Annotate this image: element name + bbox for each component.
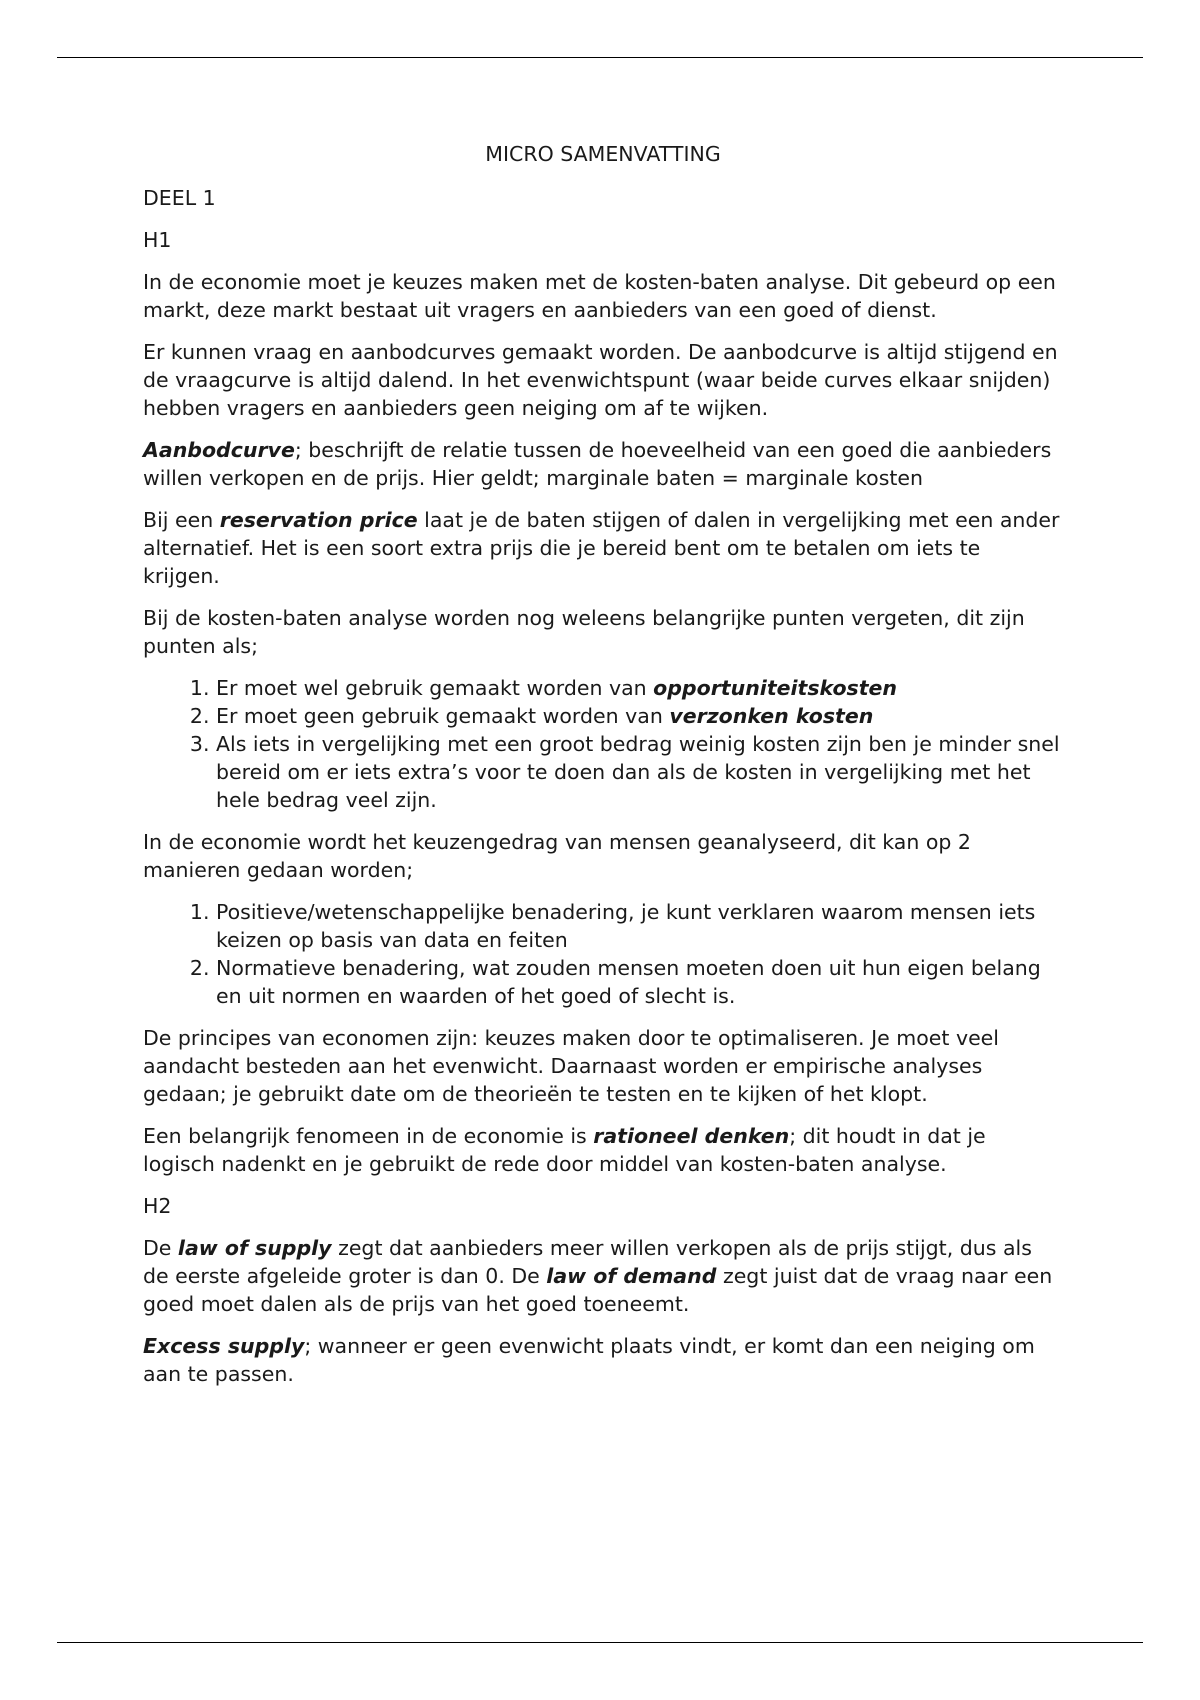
paragraph-text: Bij een — [143, 508, 220, 532]
paragraph-aanbodcurve — [143, 436, 1063, 492]
paragraph-text: laat je de baten stijgen of dalen in vergelijking met een ander alternatief. Het is een soort extra prijs die je bereid bent om te betalen om iets te krijgen. — [143, 508, 1060, 588]
paragraph-text: zegt dat aanbieders meer willen verkopen als de prijs stijgt, dus als de eerste afgeleide groter is dan 0. De — [143, 1236, 1032, 1288]
document-body — [143, 140, 1063, 1402]
paragraph-text: De — [143, 1236, 178, 1260]
header-rule — [57, 57, 1143, 58]
term-excess-supply: Excess supply — [143, 1334, 305, 1358]
paragraph-reservation-price — [143, 506, 1063, 590]
term-aanbodcurve: Aanbodcurve — [143, 438, 295, 462]
term-verzonken-kosten: verzonken kosten — [669, 704, 874, 728]
list-approaches — [143, 898, 1063, 1010]
term-law-of-supply: law of supply — [177, 1236, 332, 1260]
footer-rule — [57, 1642, 1143, 1643]
paragraph-rational-thinking — [143, 1122, 1063, 1178]
part-label: DEEL 1 — [143, 186, 216, 210]
list-forgotten-points — [143, 674, 1063, 814]
paragraph-text: ; wanneer er geen evenwicht plaats vindt, er komt dan een neiging om aan te passen. — [143, 1334, 1035, 1386]
list-item — [216, 674, 1063, 702]
list-item-text: Er moet geen gebruik gemaakt worden van — [216, 704, 670, 728]
paragraph-text: zegt juist dat de vraag naar een goed moet dalen als de prijs van het goed toeneemt. — [143, 1264, 1053, 1316]
term-opportuniteitskosten: opportuniteitskosten — [653, 676, 898, 700]
chapter-heading-h1: H1 — [143, 228, 172, 252]
list-item: 3. Als iets in vergelijking met een groot bedrag weinig kosten zijn ben je minder snel bereid om er iets extra’s voor te doen dan als de kosten in vergelijking met het hele bedrag veel zijn. — [216, 730, 1063, 814]
paragraph-intro: In de economie moet je keuzes maken met de kosten-baten analyse. Dit gebeurd op een markt, deze markt bestaat uit vragers en aanbieders van een goed of dienst. — [143, 270, 1056, 322]
term-rationeel-denken: rationeel denken — [593, 1124, 790, 1148]
term-law-of-demand: law of demand — [546, 1264, 717, 1288]
paragraph-curves: Er kunnen vraag en aanbodcurves gemaakt worden. De aanbodcurve is altijd stijgend en de vraagcurve is altijd dalend. In het evenwichtspunt (waar beide curves elkaar snijden) hebben vragers en aanbieders geen neiging om af te wijken. — [143, 340, 1058, 420]
paragraph-text: ; beschrijft de relatie tussen de hoeveelheid van een goed die aanbieders willen verkopen en de prijs. Hier geldt; marginale baten = marginale kosten — [143, 438, 1052, 490]
list-item-text: Er moet wel gebruik gemaakt worden van — [216, 676, 654, 700]
paragraph-text: ; dit houdt in dat je logisch nadenkt en je gebruikt de rede door middel van kosten-baten analyse. — [143, 1124, 986, 1176]
paragraph-choice-behavior: In de economie wordt het keuzengedrag van mensen geanalyseerd, dit kan op 2 manieren gedaan worden; — [143, 830, 971, 882]
list-item: 2. Normatieve benadering, wat zouden mensen moeten doen uit hun eigen belang en uit normen en waarden of het goed of slecht is. — [216, 954, 1063, 1010]
list-item — [216, 702, 1063, 730]
paragraph-excess-supply — [143, 1332, 1063, 1388]
paragraph-forgotten-points: Bij de kosten-baten analyse worden nog weleens belangrijke punten vergeten, dit zijn punten als; — [143, 606, 1025, 658]
paragraph-principles: De principes van economen zijn: keuzes maken door te optimaliseren. Je moet veel aandacht besteden aan het evenwicht. Daarnaast worden er empirische analyses gedaan; je gebruikt date om de theorieën te testen en te kijken of het klopt. — [143, 1026, 999, 1106]
list-item: 1. Positieve/wetenschappelijke benadering, je kunt verklaren waarom mensen iets keizen op basis van data en feiten — [216, 898, 1063, 954]
paragraph-text: Een belangrijk fenomeen in de economie is — [143, 1124, 594, 1148]
paragraph-laws — [143, 1234, 1063, 1318]
chapter-heading-h2: H2 — [143, 1194, 172, 1218]
document-title: MICRO SAMENVATTING — [485, 142, 721, 166]
term-reservation-price: reservation price — [219, 508, 418, 532]
